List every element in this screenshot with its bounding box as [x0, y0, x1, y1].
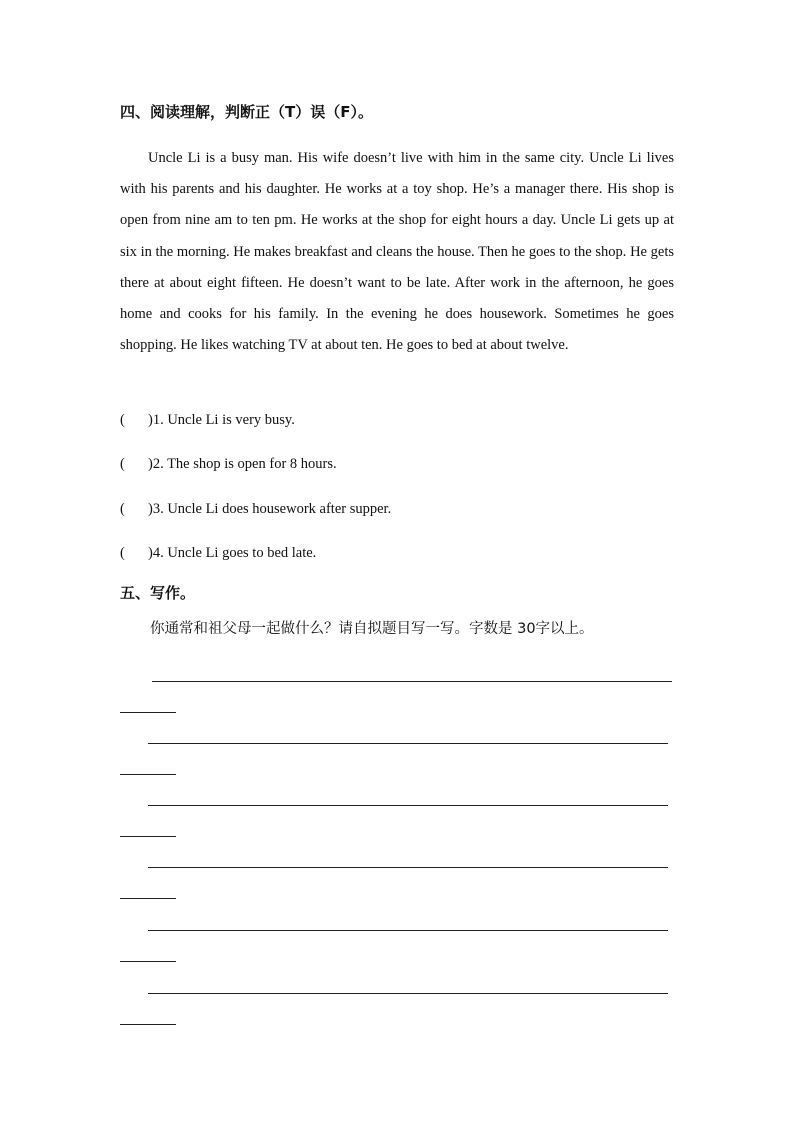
- question-1: [120, 410, 295, 430]
- reading-passage: Uncle Li is a busy man. His wife doesn’t live with him in the same city. Uncle Li lives with his parents and his daughter. He works at a toy shop. He’s a manager there. His shop is open from nine am to ten pm. He works at the shop for eight hours a day. Uncle Li gets up at six in the morning. He makes breakfast and cleans the house. Then he goes to the shop. He gets there at about eight fifteen. He doesn’t want to be late. After work in the afternoon, he goes home and cooks for his family. In the evening he does housework. Sometimes he goes shopping. He likes watching TV at about ten. He goes to bed at about twelve.: [120, 150, 674, 354]
- question-text: )4. Uncle Li goes to bed late.: [148, 545, 317, 561]
- writing-prompt: 你通常和祖父母一起做什么？请自拟题目写一写。字数是 30字以上。: [150, 621, 594, 637]
- writing-line-short[interactable]: [120, 961, 176, 962]
- question-2: [120, 454, 337, 474]
- section-5-heading: 五、写作。: [120, 584, 196, 602]
- answer-blank[interactable]: (: [120, 412, 125, 428]
- writing-line-long[interactable]: [148, 743, 668, 744]
- question-text: )2. The shop is open for 8 hours.: [148, 456, 337, 472]
- writing-line-short[interactable]: [120, 1024, 176, 1025]
- writing-line-long[interactable]: [148, 867, 668, 868]
- writing-line-short[interactable]: [120, 712, 176, 713]
- writing-line-short[interactable]: [120, 898, 176, 899]
- question-3: [120, 499, 391, 519]
- question-text: )1. Uncle Li is very busy.: [148, 412, 295, 428]
- question-text: )3. Uncle Li does housework after supper.: [148, 501, 392, 517]
- writing-line-long[interactable]: [148, 805, 668, 806]
- writing-line-short[interactable]: [120, 836, 176, 837]
- answer-blank[interactable]: (: [120, 545, 125, 561]
- question-4: [120, 543, 316, 563]
- answer-blank[interactable]: (: [120, 456, 125, 472]
- writing-line-long[interactable]: [152, 681, 672, 682]
- answer-blank[interactable]: (: [120, 501, 125, 517]
- writing-line-long[interactable]: [148, 993, 668, 994]
- writing-line-long[interactable]: [148, 930, 668, 931]
- section-4-heading: 四、阅读理解，判断正（T）误（F）。: [120, 103, 373, 121]
- writing-line-short[interactable]: [120, 774, 176, 775]
